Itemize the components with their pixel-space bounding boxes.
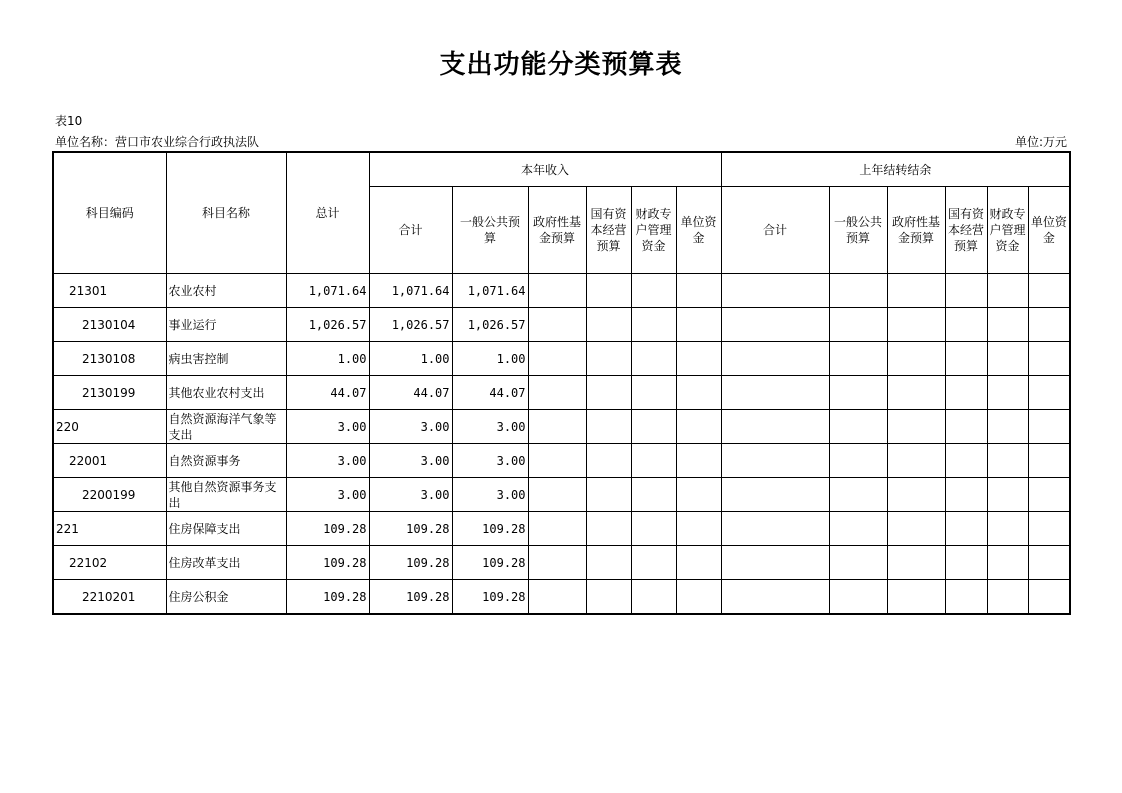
empty-cell: [1028, 478, 1070, 512]
row-name: 其他农业农村支出: [166, 376, 286, 410]
empty-cell: [676, 478, 721, 512]
empty-cell: [987, 478, 1028, 512]
empty-cell: [887, 274, 945, 308]
row-cy-total: 1,071.64: [369, 274, 452, 308]
row-cy-general: 109.28: [452, 546, 528, 580]
empty-cell: [887, 512, 945, 546]
table-row: [53, 308, 1070, 342]
empty-cell: [676, 546, 721, 580]
empty-cell: [721, 342, 829, 376]
empty-cell: [586, 580, 631, 615]
row-cy-total: 3.00: [369, 410, 452, 444]
table-row: [53, 444, 1070, 478]
empty-cell: [829, 410, 887, 444]
empty-cell: [887, 580, 945, 615]
empty-cell: [829, 546, 887, 580]
empty-cell: [945, 478, 987, 512]
empty-cell: [676, 308, 721, 342]
header-prior-year: 上年结转结余: [721, 152, 1070, 187]
row-name: 病虫害控制: [166, 342, 286, 376]
row-total: 1,071.64: [286, 274, 369, 308]
row-total: 1.00: [286, 342, 369, 376]
empty-cell: [676, 580, 721, 615]
empty-cell: [829, 444, 887, 478]
row-cy-general: 3.00: [452, 478, 528, 512]
row-code: 221: [53, 512, 166, 546]
row-code: 220: [53, 410, 166, 444]
empty-cell: [676, 274, 721, 308]
empty-cell: [945, 410, 987, 444]
empty-cell: [528, 410, 586, 444]
empty-cell: [1028, 410, 1070, 444]
empty-cell: [887, 376, 945, 410]
empty-cell: [631, 274, 676, 308]
empty-cell: [829, 308, 887, 342]
row-name: 事业运行: [166, 308, 286, 342]
row-name: 其他自然资源事务支出: [166, 478, 286, 512]
empty-cell: [586, 546, 631, 580]
header-current-year: 本年收入: [369, 152, 721, 187]
empty-cell: [829, 274, 887, 308]
row-total: 3.00: [286, 478, 369, 512]
empty-cell: [987, 580, 1028, 615]
empty-cell: [586, 342, 631, 376]
row-name: 住房公积金: [166, 580, 286, 615]
empty-cell: [721, 376, 829, 410]
empty-cell: [586, 274, 631, 308]
empty-cell: [721, 512, 829, 546]
empty-cell: [987, 342, 1028, 376]
empty-cell: [676, 410, 721, 444]
empty-cell: [945, 376, 987, 410]
empty-cell: [945, 274, 987, 308]
row-cy-general: 109.28: [452, 580, 528, 615]
empty-cell: [528, 274, 586, 308]
header-code: 科目编码: [53, 152, 166, 274]
row-name: 住房保障支出: [166, 512, 286, 546]
header-py-state-capital: 国有资本经营预算: [945, 187, 987, 274]
empty-cell: [987, 546, 1028, 580]
table-row: [53, 274, 1070, 308]
empty-cell: [1028, 444, 1070, 478]
empty-cell: [945, 308, 987, 342]
row-cy-total: 109.28: [369, 546, 452, 580]
empty-cell: [586, 478, 631, 512]
row-name: 住房改革支出: [166, 546, 286, 580]
row-cy-general: 109.28: [452, 512, 528, 546]
empty-cell: [528, 580, 586, 615]
budget-table: [52, 151, 1071, 615]
empty-cell: [829, 512, 887, 546]
empty-cell: [631, 580, 676, 615]
row-cy-general: 44.07: [452, 376, 528, 410]
row-total: 109.28: [286, 580, 369, 615]
empty-cell: [586, 512, 631, 546]
empty-cell: [1028, 580, 1070, 615]
table-row: [53, 580, 1070, 615]
empty-cell: [887, 546, 945, 580]
empty-cell: [1028, 376, 1070, 410]
empty-cell: [631, 342, 676, 376]
row-code: 2210201: [53, 580, 166, 615]
row-code: 2130199: [53, 376, 166, 410]
empty-cell: [528, 342, 586, 376]
header-cy-state-capital: 国有资本经营预算: [586, 187, 631, 274]
row-code: 21301: [53, 274, 166, 308]
empty-cell: [676, 342, 721, 376]
header-total: 总计: [286, 152, 369, 274]
row-cy-total: 109.28: [369, 512, 452, 546]
empty-cell: [887, 342, 945, 376]
empty-cell: [631, 444, 676, 478]
table-row: [53, 512, 1070, 546]
empty-cell: [887, 410, 945, 444]
table-body: [53, 274, 1070, 615]
empty-cell: [528, 376, 586, 410]
empty-cell: [528, 444, 586, 478]
row-total: 1,026.57: [286, 308, 369, 342]
table-row: [53, 478, 1070, 512]
empty-cell: [945, 512, 987, 546]
empty-cell: [528, 478, 586, 512]
empty-cell: [987, 512, 1028, 546]
empty-cell: [1028, 308, 1070, 342]
empty-cell: [586, 410, 631, 444]
header-cy-general: 一般公共预算: [452, 187, 528, 274]
page-title: 支出功能分类预算表: [439, 50, 683, 80]
header-cy-fund: 政府性基金预算: [528, 187, 586, 274]
row-total: 109.28: [286, 546, 369, 580]
empty-cell: [1028, 546, 1070, 580]
empty-cell: [586, 376, 631, 410]
header-cy-total: 合计: [369, 187, 452, 274]
empty-cell: [631, 512, 676, 546]
row-code: 22001: [53, 444, 166, 478]
empty-cell: [721, 410, 829, 444]
empty-cell: [945, 342, 987, 376]
row-cy-total: 3.00: [369, 444, 452, 478]
empty-cell: [631, 410, 676, 444]
row-name: 农业农村: [166, 274, 286, 308]
empty-cell: [987, 274, 1028, 308]
unit-name: 单位名称：营口市农业综合行政执法队: [55, 135, 260, 149]
empty-cell: [721, 478, 829, 512]
row-cy-general: 1.00: [452, 342, 528, 376]
row-name: 自然资源海洋气象等支出: [166, 410, 286, 444]
empty-cell: [721, 580, 829, 615]
row-cy-total: 1.00: [369, 342, 452, 376]
empty-cell: [945, 580, 987, 615]
row-cy-total: 3.00: [369, 478, 452, 512]
header-cy-special-account: 财政专户管理资金: [631, 187, 676, 274]
currency-unit: 单位:万元: [1014, 135, 1067, 149]
row-cy-general: 3.00: [452, 410, 528, 444]
empty-cell: [945, 444, 987, 478]
empty-cell: [528, 512, 586, 546]
header-cy-unit-funds: 单位资金: [676, 187, 721, 274]
empty-cell: [721, 274, 829, 308]
table-row: [53, 546, 1070, 580]
empty-cell: [631, 478, 676, 512]
header-py-special-account: 财政专户管理资金: [987, 187, 1028, 274]
empty-cell: [987, 410, 1028, 444]
row-code: 2130104: [53, 308, 166, 342]
empty-cell: [829, 376, 887, 410]
empty-cell: [987, 308, 1028, 342]
empty-cell: [1028, 274, 1070, 308]
empty-cell: [586, 308, 631, 342]
row-cy-total: 44.07: [369, 376, 452, 410]
empty-cell: [987, 376, 1028, 410]
empty-cell: [631, 546, 676, 580]
row-name: 自然资源事务: [166, 444, 286, 478]
table-number: 表10: [55, 114, 83, 128]
empty-cell: [887, 444, 945, 478]
row-cy-general: 1,071.64: [452, 274, 528, 308]
header-py-fund: 政府性基金预算: [887, 187, 945, 274]
row-cy-total: 109.28: [369, 580, 452, 615]
empty-cell: [676, 512, 721, 546]
row-total: 3.00: [286, 444, 369, 478]
empty-cell: [887, 478, 945, 512]
header-name: 科目名称: [166, 152, 286, 274]
row-total: 3.00: [286, 410, 369, 444]
empty-cell: [1028, 342, 1070, 376]
empty-cell: [631, 376, 676, 410]
empty-cell: [721, 444, 829, 478]
row-total: 109.28: [286, 512, 369, 546]
row-cy-total: 1,026.57: [369, 308, 452, 342]
empty-cell: [829, 342, 887, 376]
empty-cell: [721, 308, 829, 342]
empty-cell: [1028, 512, 1070, 546]
table-row: [53, 410, 1070, 444]
empty-cell: [586, 444, 631, 478]
row-code: 22102: [53, 546, 166, 580]
table-row: [53, 342, 1070, 376]
header-py-unit-funds: 单位资金: [1028, 187, 1070, 274]
empty-cell: [676, 444, 721, 478]
header-py-total: 合计: [721, 187, 829, 274]
table-row: [53, 376, 1070, 410]
empty-cell: [721, 546, 829, 580]
row-code: 2200199: [53, 478, 166, 512]
empty-cell: [887, 308, 945, 342]
empty-cell: [676, 376, 721, 410]
row-cy-general: 1,026.57: [452, 308, 528, 342]
empty-cell: [528, 546, 586, 580]
empty-cell: [829, 478, 887, 512]
header-py-general: 一般公共预算: [829, 187, 887, 274]
row-total: 44.07: [286, 376, 369, 410]
empty-cell: [945, 546, 987, 580]
empty-cell: [987, 444, 1028, 478]
empty-cell: [829, 580, 887, 615]
empty-cell: [528, 308, 586, 342]
row-cy-general: 3.00: [452, 444, 528, 478]
empty-cell: [631, 308, 676, 342]
row-code: 2130108: [53, 342, 166, 376]
